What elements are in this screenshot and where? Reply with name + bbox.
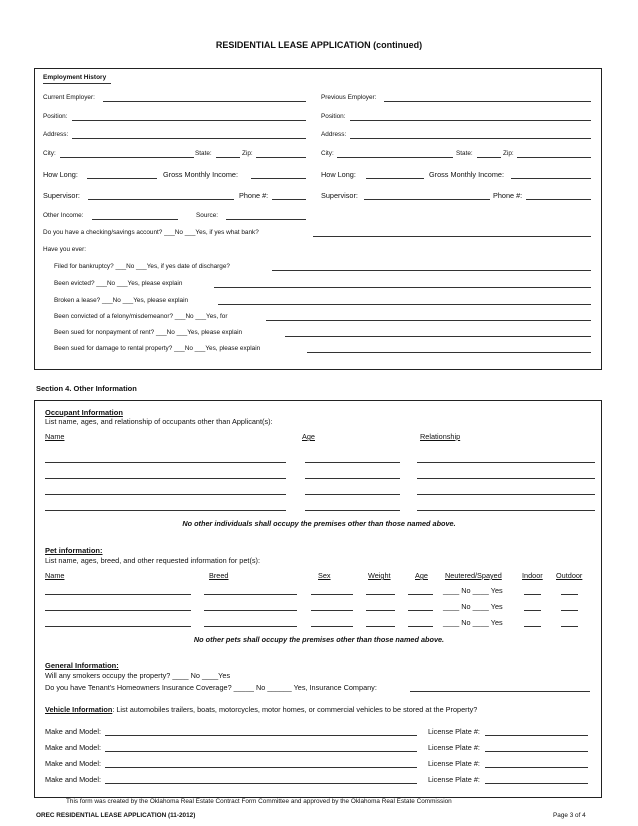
pet-weight-field[interactable] — [366, 594, 395, 595]
occupant-age-field[interactable] — [305, 462, 400, 463]
pet-name-field[interactable] — [45, 594, 191, 595]
occupant-name-field[interactable] — [45, 510, 286, 511]
footer-form-id: OREC RESIDENTIAL LEASE APPLICATION (11-2012) — [36, 812, 196, 819]
occupant-col-age: Age — [302, 432, 315, 441]
page-title: RESIDENTIAL LEASE APPLICATION (continued) — [215, 40, 423, 50]
insurance-company-field[interactable] — [410, 691, 590, 692]
smokers-question: Will any smokers occupy the property? ____ No ____Yes — [45, 671, 231, 680]
pet-instructions: List name, ages, breed, and other requested information for pet(s): — [45, 556, 260, 565]
license-plate-field[interactable] — [485, 735, 588, 736]
pet-col-breed: Breed — [209, 571, 229, 580]
footer-credit: This form was created by the Oklahoma Real Estate Contract Form Committee and approved by the Oklahoma Real Estate Commission — [66, 798, 452, 805]
pet-weight-field[interactable] — [366, 610, 395, 611]
address-label: Address: — [43, 131, 69, 138]
pet-col-weight: Weight — [368, 571, 391, 580]
section4-heading: Section 4. Other Information — [36, 384, 137, 393]
other-information-box — [34, 400, 602, 798]
occupant-name-field[interactable] — [45, 478, 286, 479]
pet-heading: Pet information: — [45, 546, 103, 555]
prev-how-long-label: How Long: — [321, 170, 356, 179]
pet-breed-field[interactable] — [204, 610, 297, 611]
current-employer-field[interactable] — [103, 101, 306, 102]
pet-age-field[interactable] — [408, 610, 433, 611]
pet-col-name: Name — [45, 571, 65, 580]
current-gross-income-field[interactable] — [251, 178, 306, 179]
license-plate-label: License Plate #: — [428, 759, 480, 768]
prev-supervisor-label: Supervisor: — [321, 191, 358, 200]
pet-weight-field[interactable] — [366, 626, 395, 627]
occupant-relationship-field[interactable] — [417, 494, 595, 495]
prev-address-label: Address: — [321, 131, 347, 138]
bank-field[interactable] — [313, 236, 591, 237]
previous-how-long-field[interactable] — [366, 178, 424, 179]
vehicle-make-model-field[interactable] — [105, 767, 417, 768]
prev-position-label: Position: — [321, 113, 346, 120]
current-phone-field[interactable] — [272, 199, 306, 200]
evicted-question: Been evicted? ___No ___Yes, please explain — [54, 280, 183, 287]
previous-employer-field[interactable] — [384, 101, 591, 102]
pet-breed-field[interactable] — [204, 594, 297, 595]
nonpayment-question: Been sued for nonpayment of rent? ___No ___Yes, please explain — [54, 329, 243, 336]
pet-col-age: Age — [415, 571, 428, 580]
previous-position-field[interactable] — [350, 120, 591, 121]
current-city-field[interactable] — [60, 157, 194, 158]
broken-lease-question: Broken a lease? ___No ___Yes, please explain — [54, 297, 189, 304]
previous-state-field[interactable] — [477, 157, 501, 158]
broken-lease-field[interactable] — [218, 304, 591, 305]
occupant-name-field[interactable] — [45, 462, 286, 463]
previous-employer-label: Previous Employer: — [321, 94, 377, 101]
felony-field[interactable] — [266, 320, 591, 321]
previous-city-field[interactable] — [337, 157, 453, 158]
damage-field[interactable] — [307, 352, 591, 353]
previous-phone-field[interactable] — [526, 199, 591, 200]
pet-col-outdoor: Outdoor — [556, 571, 583, 580]
gross-income-label: Gross Monthly Income: — [163, 170, 239, 179]
state-label: State: — [195, 150, 212, 157]
current-state-field[interactable] — [216, 157, 240, 158]
pet-neutered-no-yes: ____ No ____ Yes — [443, 618, 503, 627]
pet-sex-field[interactable] — [311, 626, 353, 627]
previous-gross-income-field[interactable] — [511, 178, 591, 179]
license-plate-label: License Plate #: — [428, 743, 480, 752]
vehicle-heading: Vehicle Information — [45, 705, 113, 714]
other-income-label: Other Income: — [43, 212, 84, 219]
previous-supervisor-field[interactable] — [364, 199, 490, 200]
vehicle-line — [45, 705, 477, 714]
license-plate-field[interactable] — [485, 783, 588, 784]
vehicle-instructions: : List automobiles trailers, boats, motorcycles, motor homes, or commercial vehicles to be stored at the Property? — [112, 705, 478, 714]
prev-phone-label: Phone #: — [493, 191, 523, 200]
pet-name-field[interactable] — [45, 610, 191, 611]
vehicle-make-model-label: Make and Model: — [45, 775, 101, 784]
felony-question: Been convicted of a felony/misdemeanor? ___No ___Yes, for — [54, 313, 228, 320]
license-plate-field[interactable] — [485, 767, 588, 768]
occupant-name-field[interactable] — [45, 494, 286, 495]
pet-age-field[interactable] — [408, 594, 433, 595]
vehicle-make-model-field[interactable] — [105, 751, 417, 752]
license-plate-field[interactable] — [485, 751, 588, 752]
occupant-col-relationship: Relationship — [420, 432, 461, 441]
current-supervisor-field[interactable] — [88, 199, 234, 200]
pet-outdoor-field[interactable] — [561, 610, 578, 611]
current-address-field[interactable] — [72, 138, 306, 139]
pet-sex-field[interactable] — [311, 594, 353, 595]
prev-city-label: City: — [321, 150, 334, 157]
insurance-question: Do you have Tenant's Homeowners Insurance Coverage? _____ No ______ Yes, Insurance Company: — [45, 683, 377, 692]
pet-outdoor-field[interactable] — [561, 626, 578, 627]
current-how-long-field[interactable] — [87, 178, 157, 179]
pet-indoor-field[interactable] — [524, 594, 541, 595]
prev-state-label: State: — [456, 150, 473, 157]
pet-outdoor-field[interactable] — [561, 594, 578, 595]
occupant-heading: Occupant Information — [45, 408, 123, 417]
city-label: City: — [43, 150, 56, 157]
pet-col-indoor: Indoor — [522, 571, 543, 580]
damage-question: Been sued for damage to rental property? ___No ___Yes, please explain — [54, 345, 261, 352]
pet-neutered-no-yes: ____ No ____ Yes — [443, 602, 503, 611]
pet-breed-field[interactable] — [204, 626, 297, 627]
occupant-relationship-field[interactable] — [417, 462, 595, 463]
current-zip-field[interactable] — [256, 157, 306, 158]
occupant-age-field[interactable] — [305, 494, 400, 495]
occupant-relationship-field[interactable] — [417, 510, 595, 511]
source-field[interactable] — [226, 219, 306, 220]
occupant-notice: No other individuals shall occupy the premises other than those named above. — [182, 519, 456, 528]
vehicle-make-model-field[interactable] — [105, 735, 417, 736]
general-heading: General Information: — [45, 661, 119, 670]
zip-label: Zip: — [242, 150, 253, 157]
supervisor-label: Supervisor: — [43, 191, 80, 200]
source-label: Source: — [196, 212, 219, 219]
footer-page: Page 3 of 4 — [553, 812, 586, 819]
checking-question: Do you have a checking/savings account? ___No ___Yes, if yes what bank? — [43, 229, 259, 236]
vehicle-make-model-label: Make and Model: — [45, 727, 101, 736]
previous-address-field[interactable] — [350, 138, 591, 139]
vehicle-make-model-label: Make and Model: — [45, 743, 101, 752]
evicted-field[interactable] — [214, 287, 591, 288]
pet-sex-field[interactable] — [311, 610, 353, 611]
phone-label: Phone #: — [239, 191, 269, 200]
prev-gross-income-label: Gross Monthly Income: — [429, 170, 505, 179]
pet-col-neutered: Neutered/Spayed — [445, 571, 502, 580]
pet-col-sex: Sex — [318, 571, 331, 580]
current-employer-label: Current Employer: — [43, 94, 95, 101]
pet-indoor-field[interactable] — [524, 610, 541, 611]
employment-heading: Employment History — [43, 74, 107, 81]
how-long-label: How Long: — [43, 170, 78, 179]
have-you-ever-label: Have you ever: — [43, 246, 86, 253]
occupant-instructions: List name, ages, and relationship of occupants other than Applicant(s): — [45, 417, 273, 426]
occupant-relationship-field[interactable] — [417, 478, 595, 479]
vehicle-make-model-label: Make and Model: — [45, 759, 101, 768]
vehicle-make-model-field[interactable] — [105, 783, 417, 784]
previous-zip-field[interactable] — [517, 157, 591, 158]
occupant-col-name: Name — [45, 432, 65, 441]
pet-notice: No other pets shall occupy the premises other than those named above. — [193, 635, 445, 644]
pet-indoor-field[interactable] — [524, 626, 541, 627]
occupant-age-field[interactable] — [305, 478, 400, 479]
license-plate-label: License Plate #: — [428, 727, 480, 736]
current-position-field[interactable] — [72, 120, 306, 121]
pet-age-field[interactable] — [408, 626, 433, 627]
other-income-field[interactable] — [92, 219, 178, 220]
license-plate-label: License Plate #: — [428, 775, 480, 784]
position-label: Position: — [43, 113, 68, 120]
occupant-age-field[interactable] — [305, 510, 400, 511]
bankruptcy-field[interactable] — [272, 270, 591, 271]
nonpayment-field[interactable] — [285, 336, 591, 337]
bankruptcy-question: Filed for bankruptcy? ___No ___Yes, if yes date of discharge? — [54, 263, 230, 270]
prev-zip-label: Zip: — [503, 150, 514, 157]
pet-neutered-no-yes: ____ No ____ Yes — [443, 586, 503, 595]
pet-name-field[interactable] — [45, 626, 191, 627]
